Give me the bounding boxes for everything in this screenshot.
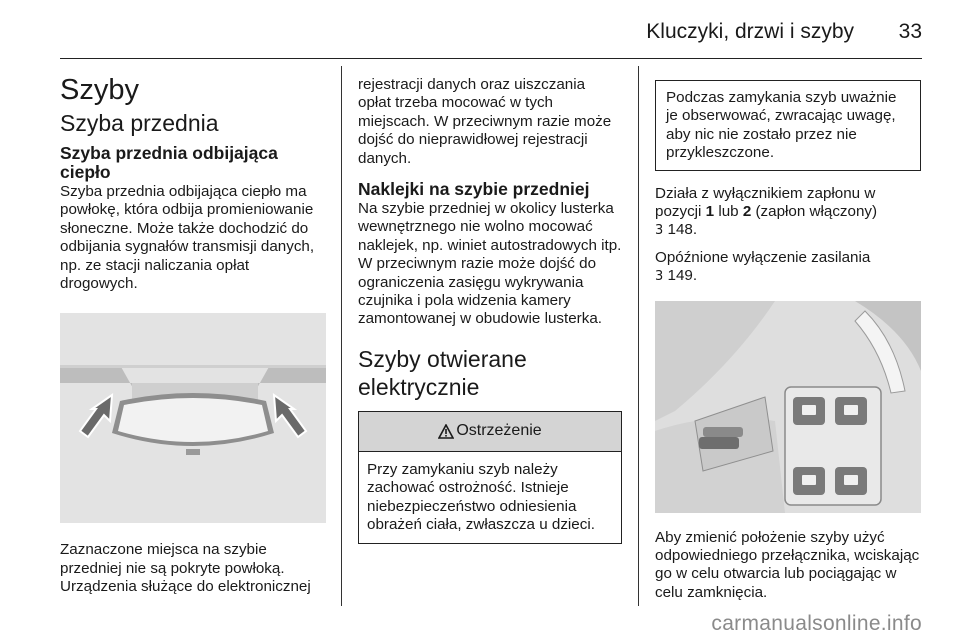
text-run: lub	[714, 203, 743, 221]
column-1	[60, 68, 326, 597]
page-ref-icon: 3	[655, 223, 664, 239]
section-heading: Szyby otwierane elektrycznie	[358, 345, 527, 400]
paragraph: Aby zmienić położenie szyby użyć odpowiedniego przełącznika, wciskając go w celu otwarcia lub pociągając w celu zamknięcia.	[655, 528, 920, 601]
text-run: Opóźnione wyłączenie zasilania	[655, 248, 871, 266]
chapter-heading: Szyby	[60, 74, 139, 106]
section-heading: Szyba przednia	[60, 110, 219, 136]
text-run: Działa z wyłącznikiem zapłonu w pozycji	[655, 184, 876, 221]
note-box	[655, 80, 921, 171]
watermark: carmanualsonline.info	[711, 612, 922, 635]
paragraph: Na szybie przedniej w okolicy lusterka wewnętrznego nie wolno mocować naklejek, np. winiet autostradowych itp. W przeciwnym razie może dojść do ograniczenia zasięgu wykrywania czujnika i pola widzenia kamery zamontowanej w obudowie lusterka.	[358, 200, 622, 328]
position-1: 1	[705, 203, 715, 221]
subsection-heading: Naklejki na szybie przedniej	[358, 179, 590, 200]
position-2: 2	[742, 203, 752, 221]
paragraph: Szyba przednia odbijająca ciepło ma powłokę, która odbija promieniowanie słoneczne. Może także dochodzić do odbijania sygnałów transmisji danych, np. ze stacji naliczania opłat drogowych.	[60, 183, 315, 293]
section-title: Kluczyki, drzwi i szyby	[646, 20, 854, 43]
paragraph	[655, 185, 921, 241]
windshield-mirror-illustration	[60, 313, 326, 523]
warning-text: Przy zamykaniu szyb należy zachować ostrożność. Istnieje niebezpieczeństwo odniesienia obrażeń ciała, zwłaszcza u dzieci.	[367, 460, 595, 534]
page-number: 33	[898, 20, 922, 43]
door-switch-drawing	[655, 301, 921, 513]
paragraph: Zaznaczone miejsca na szybie przedniej nie są pokryte powłoką. Urządzenia służące do elektronicznej	[60, 541, 311, 596]
subsection-heading: Szyba przednia odbijająca ciepło	[60, 143, 278, 182]
warning-box	[358, 411, 622, 544]
column-divider-2	[638, 66, 639, 606]
text-run: (zapłon włączony)	[751, 203, 878, 221]
page-ref[interactable]: 148.	[667, 221, 698, 239]
mirror-drawing	[60, 313, 326, 523]
warning-title: Ostrzeżenie	[456, 422, 542, 440]
column-divider-1	[341, 66, 342, 606]
warning-triangle-icon	[438, 424, 454, 439]
column-3	[655, 76, 921, 602]
paragraph	[655, 249, 921, 287]
note-text: Podczas zamykania szyb uważnie je obserwować, zwracając uwagę, aby nic nie zostało przez nie przykleszczone.	[666, 89, 897, 162]
page-ref-icon: 3	[655, 269, 664, 285]
paragraph: rejestracji danych oraz uiszczania opłat trzeba mocować w tych miejscach. W przeciwnym razie może dojść do nieprawidłowej rejestracji danych.	[358, 76, 612, 167]
page-ref[interactable]: 149.	[667, 267, 698, 285]
warning-header	[359, 412, 621, 452]
page-header	[60, 14, 922, 59]
column-2	[358, 76, 622, 544]
window-switch-illustration	[655, 301, 921, 513]
